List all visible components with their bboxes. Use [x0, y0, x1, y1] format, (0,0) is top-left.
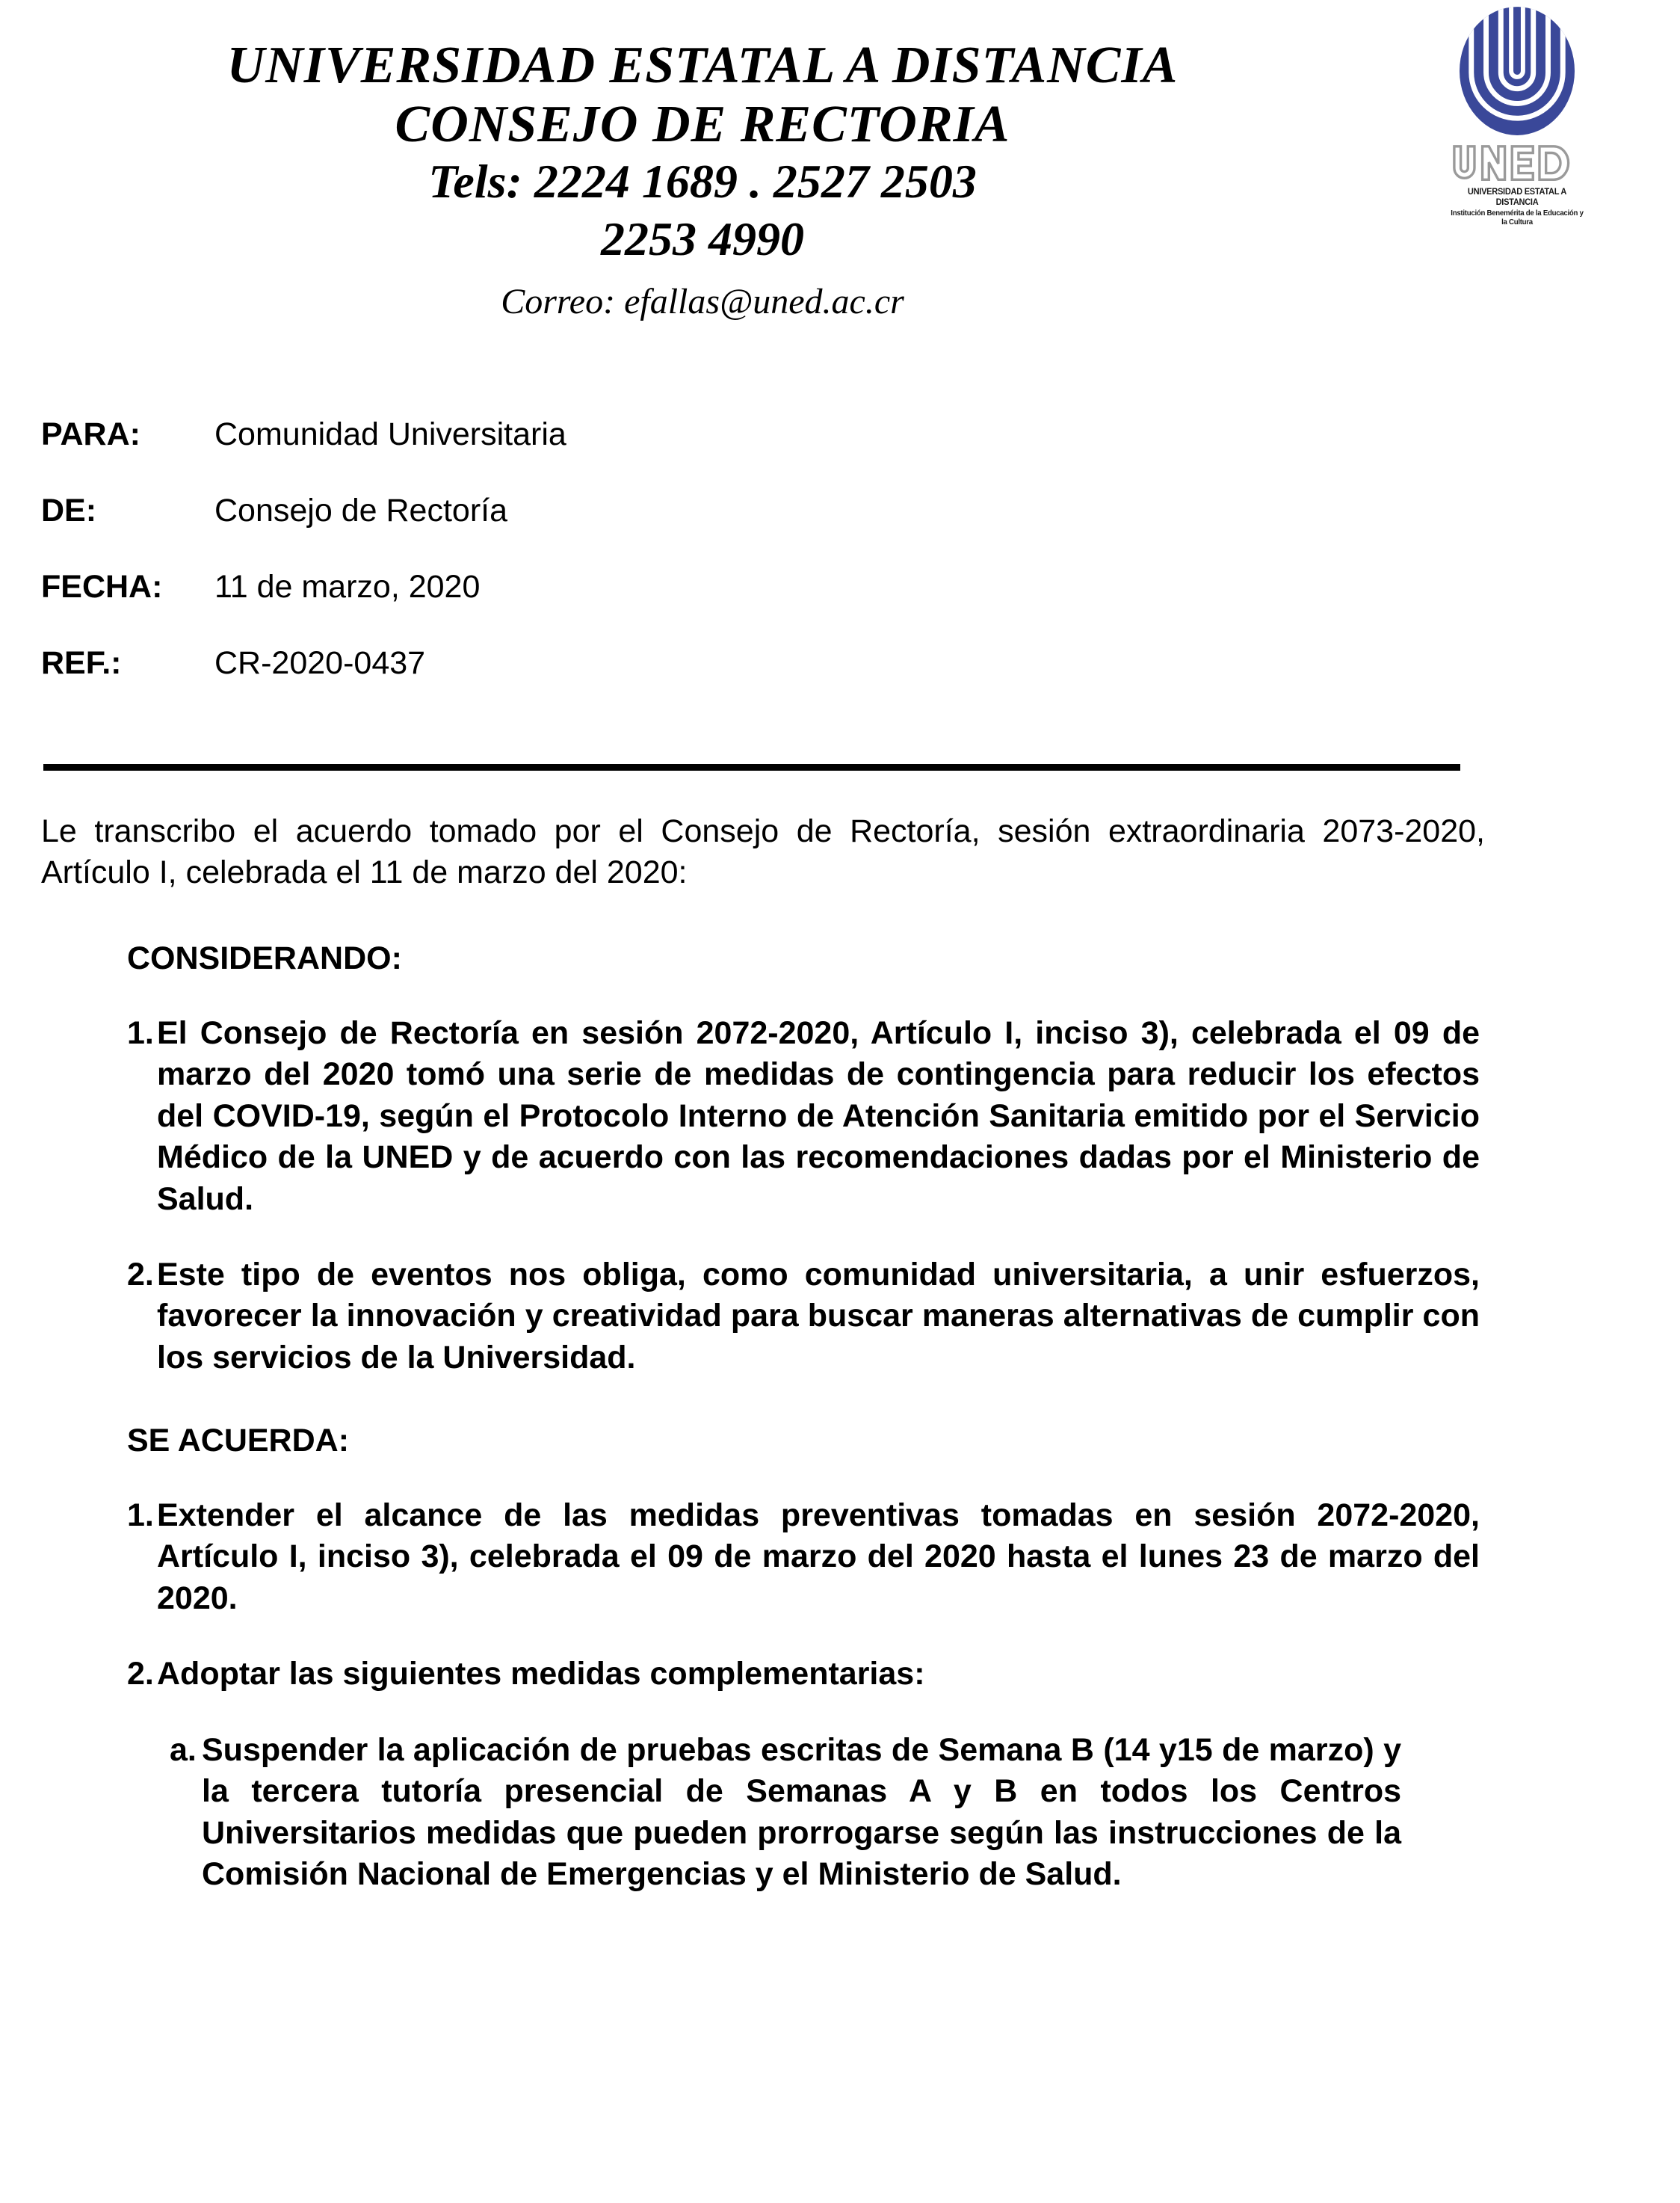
document-header	[0, 0, 1680, 389]
phone-line-1: Tels: 2224 1689 . 2527 2503	[428, 155, 977, 209]
list-marker: a.	[170, 1731, 197, 1768]
organization-title: UNIVERSIDAD ESTATAL A DISTANCIA	[226, 37, 1179, 94]
meta-row-ref	[41, 647, 1483, 682]
meta-value-para: Comunidad Universitaria	[214, 416, 566, 452]
list-marker: 2.	[127, 1656, 154, 1692]
list-item-text: Adoptar las siguientes medidas complementarias:	[157, 1656, 925, 1692]
organization-subtitle: CONSEJO DE RECTORIA	[395, 96, 1010, 154]
meta-value-ref: CR-2020-0437	[214, 645, 426, 681]
phone-line-2: 2253 4990	[601, 212, 804, 266]
meta-value-fecha: 11 de marzo, 2020	[214, 569, 481, 605]
list-marker: 2.	[127, 1257, 154, 1292]
header-divider	[43, 764, 1460, 771]
email-line: Correo: efallas@uned.ac.cr	[501, 282, 904, 322]
meta-label-fecha: FECHA:	[41, 569, 163, 605]
logo-tagline-primary: UNIVERSIDAD ESTATAL A DISTANCIA	[1467, 186, 1567, 207]
meta-value-de: Consejo de Rectoría	[214, 493, 507, 529]
acuerda-item-1	[41, 1495, 1480, 1619]
logo-tagline-secondary: Institución Benemérita de la Educación y la Cultura	[1451, 209, 1584, 227]
header-title-group	[0, 0, 1405, 327]
uned-logo	[1442, 6, 1592, 227]
considerando-item-2	[41, 1254, 1480, 1378]
list-item-text: Suspender la aplicación de pruebas escritas de Semana B (14 y15 de marzo) y la tercera tutoría presencial de Semanas A y B en todos los Centros Universitarios medidas que pueden prorrogarse según las instrucciones de la Comisión Nacional de Emergencias y el Ministerio de Salud.	[202, 1731, 1401, 1893]
heading-se-acuerda: SE ACUERDA:	[127, 1423, 350, 1459]
meta-label-de: DE:	[41, 493, 97, 529]
acuerda-item-2	[41, 1654, 1480, 1695]
meta-label-ref: REF.:	[41, 645, 122, 681]
list-item-text: El Consejo de Rectoría en sesión 2072-2020, Artículo I, inciso 3), celebrada el 09 de marzo del 2020 tomó una serie de medidas de contingencia para reducir los efectos del COVID-19, según el Protocolo Interno de Atención Sanitaria emitido por el Servicio Médico de la UNED y de acuerdo con las recomendaciones dadas por el Ministerio de Salud.	[157, 1014, 1480, 1217]
intro-paragraph: Le transcribo el acuerdo tomado por el Consejo de Rectoría, sesión extraordinaria 2073-2020, Artículo I, celebrada el 11 de marzo del 2020:	[41, 813, 1485, 891]
heading-considerando: CONSIDERANDO:	[127, 940, 402, 977]
list-item-text: Este tipo de eventos nos obliga, como comunidad universitaria, a unir esfuerzos, favorecer la innovación y creatividad para buscar maneras alternativas de cumplir con los servicios de la Universidad.	[157, 1257, 1480, 1375]
list-marker: 1.	[127, 1497, 154, 1533]
uned-wordmark-icon	[1448, 142, 1587, 185]
uned-logo-mark-icon	[1458, 6, 1576, 139]
list-item-text: Extender el alcance de las medidas preventivas tomadas en sesión 2072-2020, Artículo I, inciso 3), celebrada el 09 de marzo del 2020 hasta el lunes 23 de marzo del 2020.	[157, 1497, 1480, 1616]
meta-row-para	[41, 416, 1483, 453]
memo-body	[41, 811, 1485, 1930]
considerando-item-1	[41, 1013, 1480, 1220]
meta-row-fecha	[41, 571, 1483, 606]
list-marker: 1.	[127, 1014, 154, 1051]
meta-label-para: PARA:	[41, 416, 140, 452]
meta-row-de	[41, 495, 1483, 529]
acuerda-subitem-a	[41, 1730, 1401, 1896]
memo-meta-fields	[41, 416, 1483, 724]
